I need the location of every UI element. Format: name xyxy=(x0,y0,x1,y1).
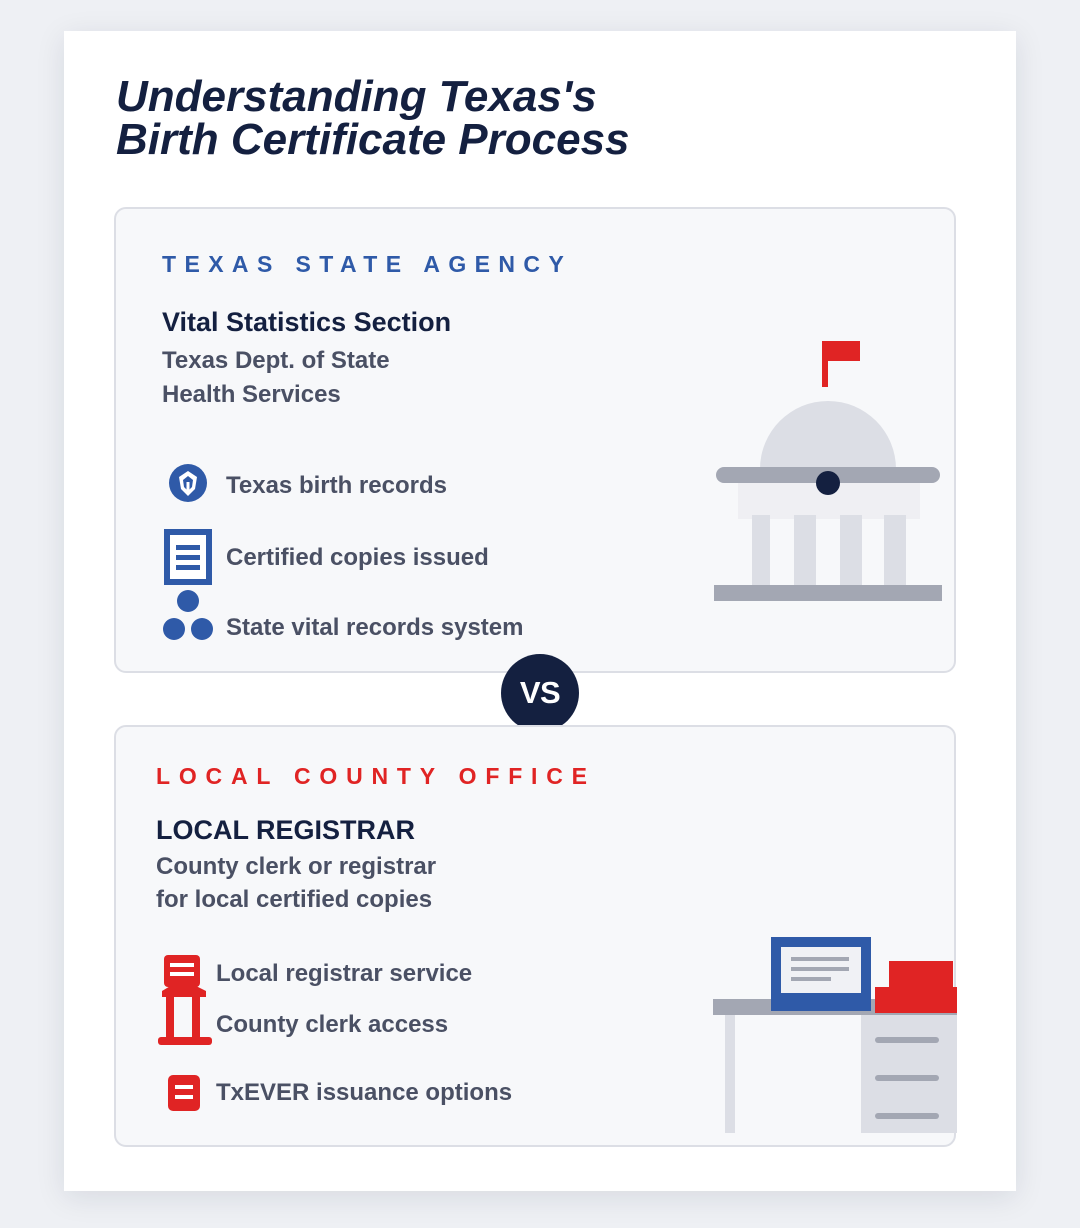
local-eyebrow: LOCAL COUNTY OFFICE xyxy=(156,763,596,789)
capitol-building-icon xyxy=(714,341,944,603)
state-feature-1-label: Texas birth records xyxy=(226,472,447,499)
state-card-title: Vital Statistics Section xyxy=(162,307,452,337)
local-card-subtitle xyxy=(156,850,436,916)
network-nodes-icon xyxy=(162,589,214,643)
state-agency-card xyxy=(114,207,956,673)
registrar-kiosk-icon xyxy=(158,953,216,1049)
infographic-page xyxy=(64,31,1016,1191)
form-icon xyxy=(166,1073,202,1113)
local-subtitle-line-2: for local certified copies xyxy=(156,886,433,913)
state-eyebrow: TEXAS STATE AGENCY xyxy=(162,251,573,277)
state-card-subtitle xyxy=(162,344,390,412)
local-subtitle-line-1: County clerk or registrar xyxy=(156,853,437,880)
local-county-card xyxy=(114,725,956,1147)
page-title-line-1: Understanding Texas's xyxy=(116,72,597,121)
page-title xyxy=(116,72,816,164)
local-feature-2-label: County clerk access xyxy=(216,1011,449,1038)
local-card-title: LOCAL REGISTRAR xyxy=(156,815,416,845)
state-subtitle-line-1: Texas Dept. of State xyxy=(162,347,390,374)
local-feature-1-label: Local registrar service xyxy=(216,960,473,987)
state-subtitle-line-2: Health Services xyxy=(162,381,341,408)
shield-icon xyxy=(168,463,208,503)
state-feature-2-label: Certified copies issued xyxy=(226,544,489,571)
versus-badge: VS xyxy=(501,654,579,732)
state-feature-3-label: State vital records system xyxy=(226,614,524,641)
local-feature-3-label: TxEVER issuance options xyxy=(216,1079,513,1106)
page-title-line-2: Birth Certificate Process xyxy=(116,115,630,164)
office-desk-icon xyxy=(713,935,957,1135)
document-icon xyxy=(164,529,212,585)
